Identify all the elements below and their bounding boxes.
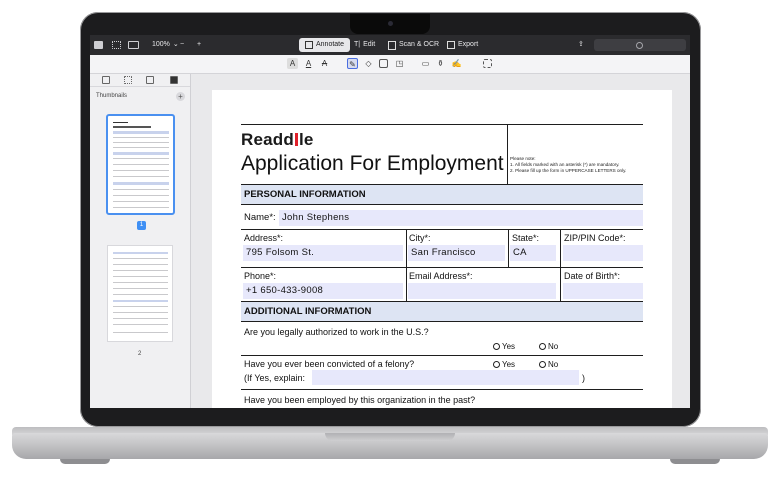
radio-circle-icon (493, 361, 500, 368)
scan-icon (388, 41, 396, 50)
work-auth-yes-radio[interactable] (493, 342, 515, 351)
no-label: No (548, 342, 559, 351)
state-label: State*: (512, 233, 540, 243)
annotate-icon (305, 41, 313, 49)
work-auth-no-radio[interactable] (539, 342, 558, 351)
page-thumbnail-2[interactable] (107, 245, 173, 342)
dob-field[interactable] (563, 283, 643, 299)
add-page-button[interactable]: + (176, 92, 185, 101)
logo-text-start: Readd (241, 130, 294, 149)
note-line-2: 2. Please fill up the form in UPPERCASE LETTERS only. (510, 168, 627, 173)
sidebar-toggle-button[interactable] (94, 39, 103, 51)
tab-scan-ocr[interactable] (382, 38, 445, 52)
document-page (212, 90, 672, 408)
thumbnails-icon[interactable] (170, 76, 178, 84)
felony-explain-close: ) (582, 373, 585, 383)
section-additional-information: ADDITIONAL INFORMATION (241, 301, 643, 322)
form-note (510, 156, 645, 174)
tab-edit[interactable] (348, 38, 381, 52)
app-window (90, 35, 690, 408)
tab-export[interactable] (441, 38, 484, 52)
zoom-value: 100% (152, 41, 170, 48)
city-label: City*: (409, 233, 431, 243)
address-field[interactable]: 795 Folsom St. (243, 245, 403, 261)
pen-tool-icon[interactable]: ✎ (347, 58, 358, 69)
section-personal-information: PERSONAL INFORMATION (241, 184, 643, 205)
tab-annotate-label: Annotate (316, 41, 345, 48)
chevron-down-icon: ⌄ (172, 41, 179, 48)
share-icon: ⇪ (578, 41, 584, 48)
logo-accent-bar (295, 133, 298, 146)
grid-view-button[interactable] (112, 39, 121, 51)
highlight-text-icon[interactable]: A (287, 58, 298, 69)
question-felony: Have you ever been convicted of a felony? (244, 359, 415, 369)
page-thumbnail-1[interactable] (106, 114, 175, 215)
question-previous-employment: Have you been employed by this organization in the past? (244, 395, 476, 405)
document-title: Application For Employment (241, 152, 504, 175)
radio-circle-icon (539, 343, 546, 350)
name-field[interactable]: John Stephens (279, 210, 643, 226)
no-label: No (548, 360, 559, 369)
zoom-select[interactable] (152, 39, 179, 51)
signature-icon[interactable]: ✍ (451, 59, 462, 68)
laptop-opening-groove (325, 433, 455, 441)
felony-explain-field[interactable] (312, 370, 579, 385)
felony-no-radio[interactable] (539, 360, 558, 369)
top-toolbar (90, 35, 690, 55)
zoom-out-button[interactable]: − (180, 41, 185, 48)
crop-select-icon[interactable] (482, 58, 493, 69)
stamp-icon[interactable]: ⚱ (437, 59, 444, 68)
question-work-authorization: Are you legally authorized to work in the U.S.? (244, 327, 429, 337)
email-field[interactable] (408, 283, 556, 299)
city-field[interactable]: San Francisco (408, 245, 505, 261)
export-icon (447, 41, 455, 49)
annotations-list-icon[interactable] (146, 76, 154, 84)
eraser-icon[interactable]: ◇ (365, 59, 372, 68)
strikethrough-text-icon[interactable]: A (321, 59, 328, 68)
underline-text-icon[interactable]: A (305, 59, 312, 68)
share-button[interactable] (578, 39, 584, 51)
radio-circle-icon (493, 343, 500, 350)
logo-text-end: le (298, 130, 314, 149)
yes-label: Yes (502, 360, 516, 369)
text-box-icon[interactable] (378, 58, 389, 69)
note-icon[interactable]: ▭ (421, 59, 430, 68)
zoom-in-button[interactable]: + (197, 41, 202, 48)
tab-export-label: Export (458, 41, 479, 48)
bookmarks-icon[interactable] (102, 76, 110, 84)
outline-icon[interactable] (124, 76, 132, 84)
zip-field[interactable] (563, 245, 643, 261)
email-label: Email Address*: (409, 271, 473, 281)
page-layout-button[interactable] (128, 39, 139, 51)
felony-explain-label: (If Yes, explain: (244, 373, 306, 383)
search-input[interactable] (594, 39, 686, 51)
shapes-icon[interactable]: ◳ (395, 59, 404, 68)
tab-edit-label: Edit (363, 41, 376, 48)
phone-field[interactable]: +1 650-433-9008 (243, 283, 403, 299)
zip-label: ZIP/PIN Code*: (564, 233, 626, 243)
note-heading: Please note: (510, 156, 536, 161)
laptop-foot-left (60, 459, 110, 464)
logo-text (241, 130, 314, 149)
page-number-label: 2 (138, 351, 142, 357)
radio-circle-icon (539, 361, 546, 368)
edit-text-icon: T| (354, 41, 361, 48)
phone-label: Phone*: (244, 271, 277, 281)
laptop-foot-right (670, 459, 720, 464)
thumbnails-sidebar (90, 74, 191, 408)
sidebar-tabs (90, 74, 190, 87)
tab-scan-label: Scan & OCR (399, 41, 440, 48)
annotation-toolbar (90, 55, 690, 74)
yes-label: Yes (502, 342, 516, 351)
sidebar-title: Thumbnails (96, 93, 128, 99)
state-field[interactable]: CA (510, 245, 556, 261)
name-label: Name*: (244, 212, 276, 223)
tab-annotate[interactable] (299, 38, 350, 52)
company-logo (241, 130, 314, 150)
felony-yes-radio[interactable] (493, 360, 515, 369)
note-line-1: 1. All fields marked with an asterisk (*) are mandatory. (510, 162, 620, 167)
camera-icon (388, 21, 393, 26)
dob-label: Date of Birth*: (564, 271, 621, 281)
address-label: Address*: (244, 233, 284, 243)
page-number-badge: 1 (137, 221, 146, 230)
search-icon (636, 42, 643, 49)
